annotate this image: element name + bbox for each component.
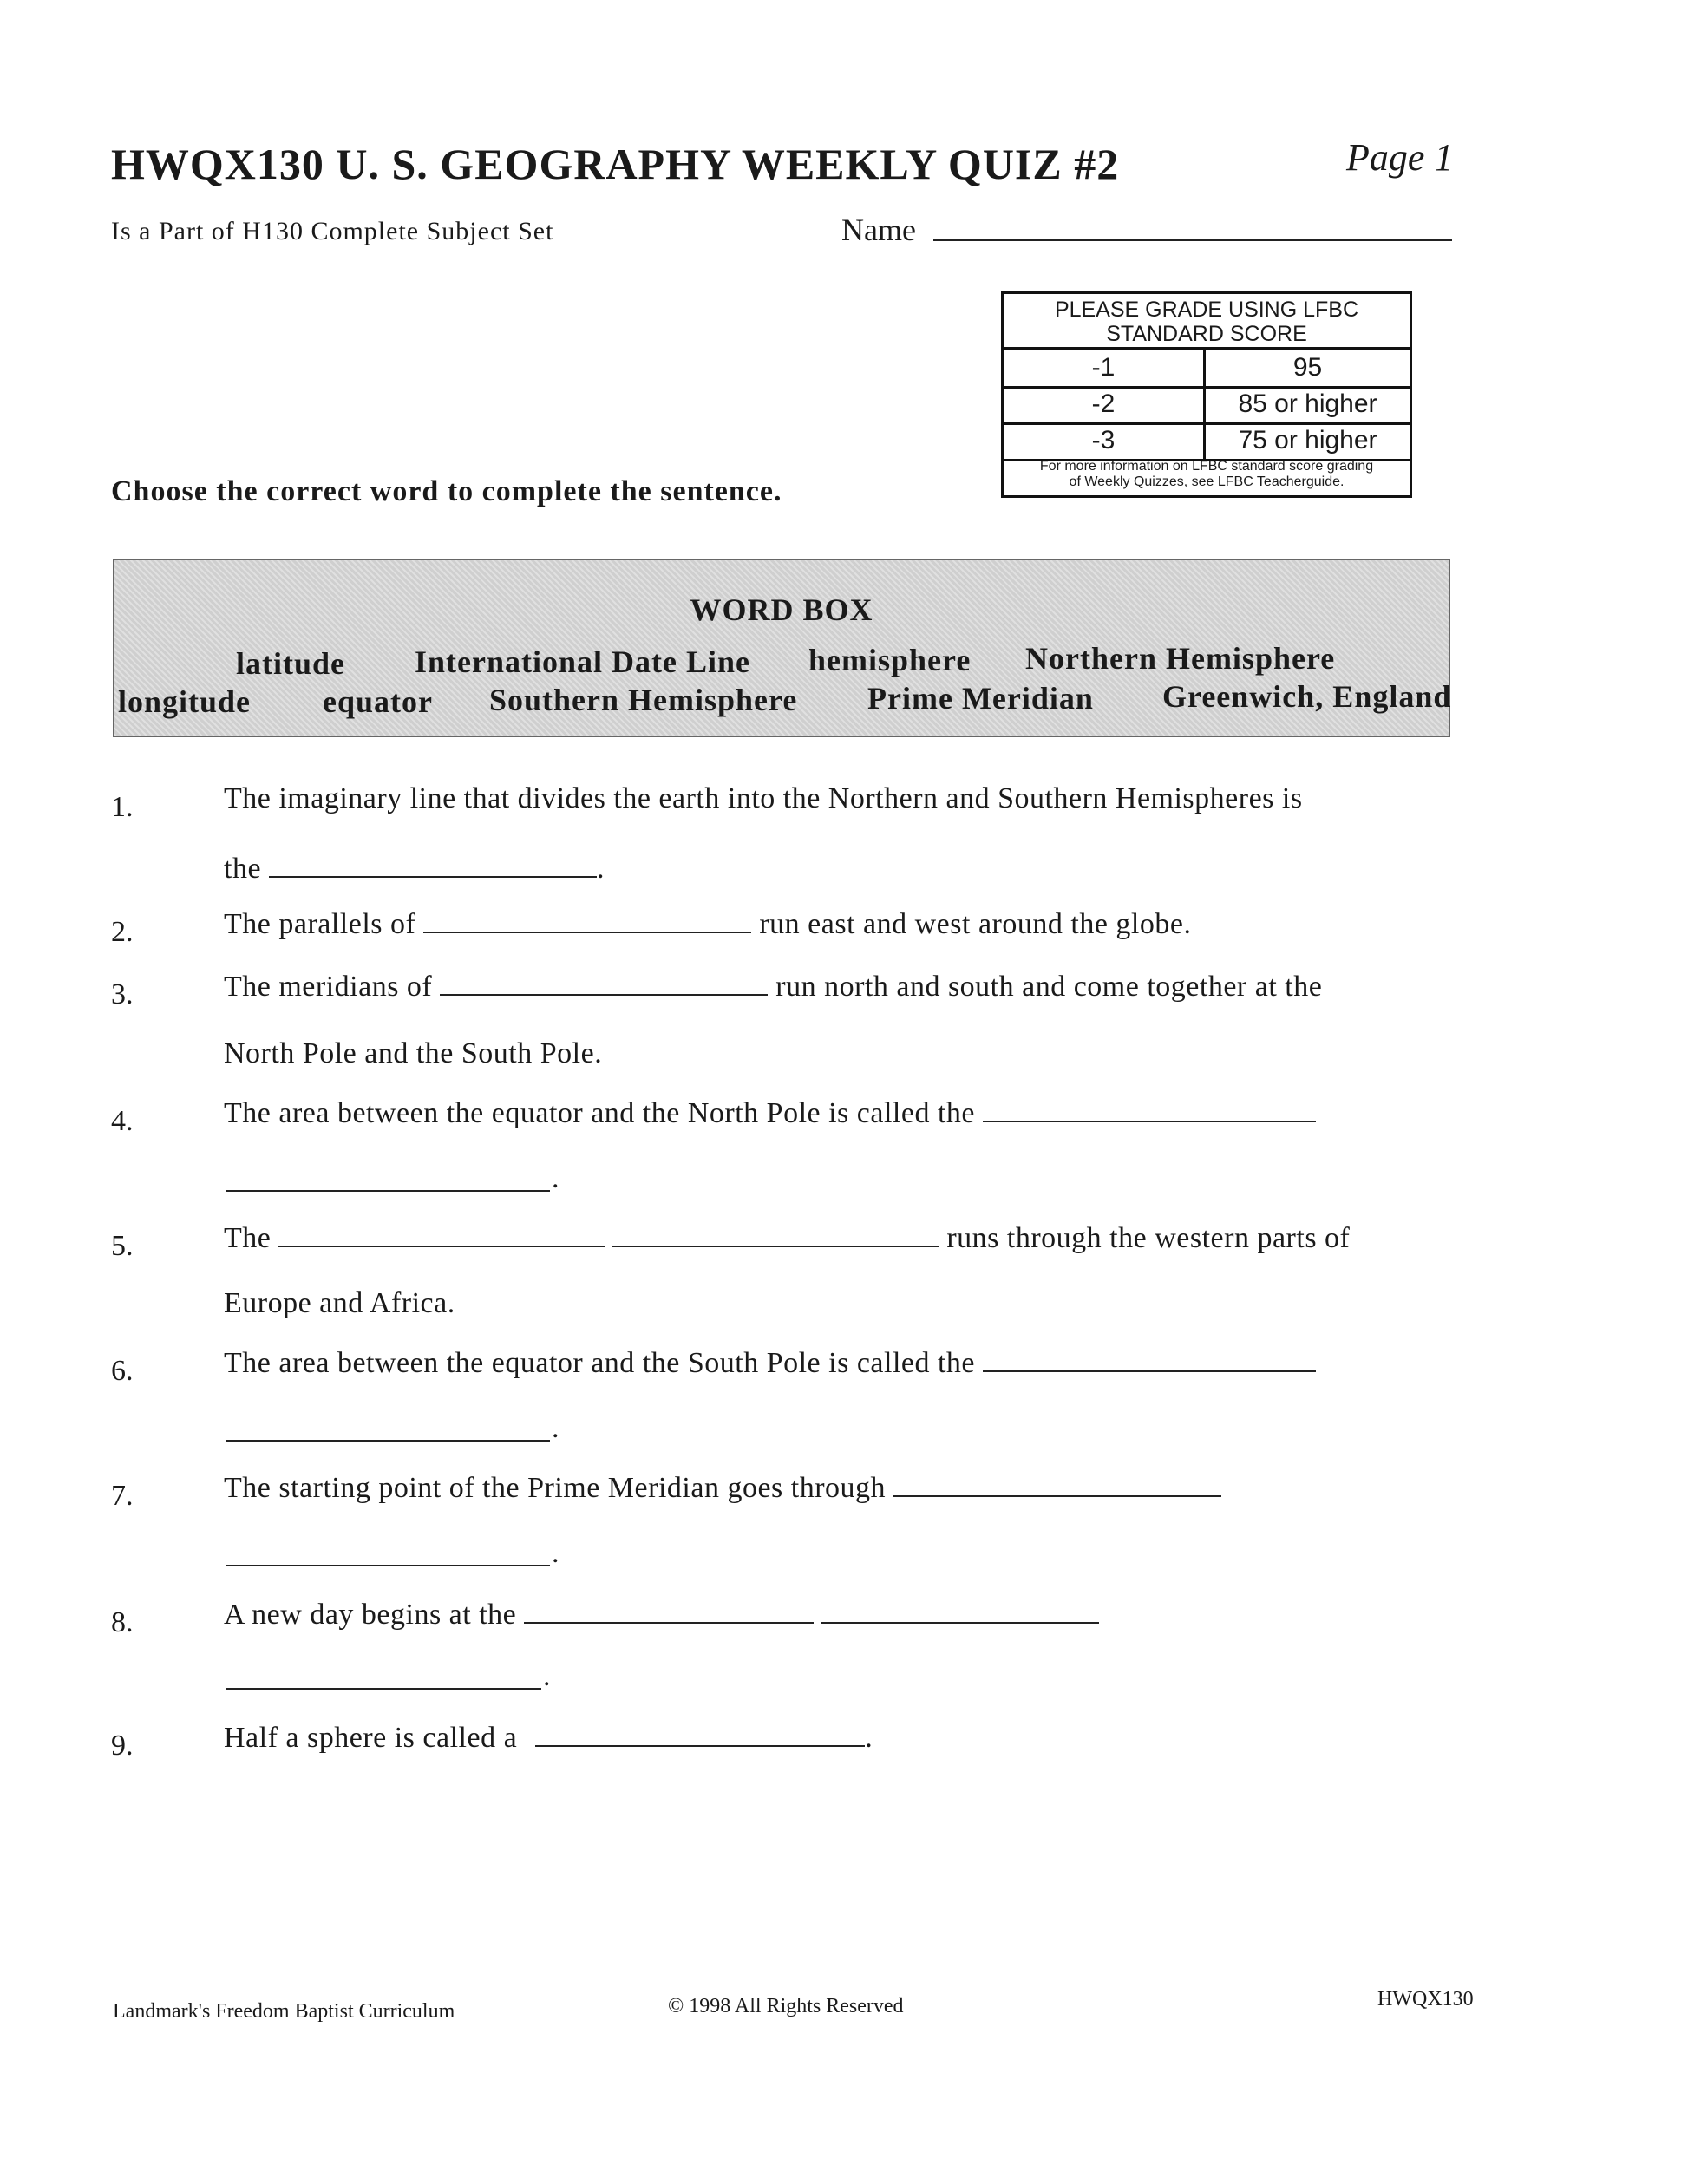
question-text-continued — [224, 852, 605, 886]
question-number: 6. — [111, 1355, 134, 1387]
question-text: the — [224, 853, 262, 885]
question-line — [224, 1221, 1350, 1255]
word-box-word: Greenwich, England — [1162, 679, 1452, 714]
word-box-word: International Date Line — [415, 644, 750, 679]
answer-blank[interactable] — [612, 1221, 939, 1247]
grading-note-line2: of Weekly Quizzes, see LFBC Teacherguide. — [1069, 474, 1345, 489]
question-number: 5. — [111, 1230, 134, 1262]
grading-table — [1001, 291, 1412, 498]
word-box-word: hemisphere — [808, 643, 972, 677]
answer-blank[interactable] — [226, 1565, 550, 1566]
answer-blank[interactable] — [423, 907, 751, 933]
grading-score: 75 or higher — [1238, 426, 1377, 454]
question-text: The parallels of — [224, 908, 416, 940]
grading-note — [1004, 459, 1410, 490]
sentence-end: . — [865, 1722, 873, 1754]
question-line — [224, 1721, 873, 1755]
grading-note-line1: For more information on LFBC standard score grading — [1039, 459, 1374, 474]
question-text: run east and west around the globe. — [759, 908, 1192, 940]
name-field[interactable] — [933, 239, 1452, 241]
answer-blank[interactable] — [278, 1221, 605, 1247]
question-number: 8. — [111, 1606, 134, 1638]
word-box-word: Prime Meridian — [867, 681, 1094, 716]
question-text: The area between the equator and the South Pole is called the — [224, 1347, 976, 1379]
footer-copyright: © 1998 All Rights Reserved — [668, 1995, 904, 2017]
word-box-title: WORD BOX — [690, 592, 873, 627]
question-number: 4. — [111, 1105, 134, 1137]
grading-heading-line1: PLEASE GRADE USING LFBC — [1054, 298, 1359, 322]
question-text: A new day begins at the — [224, 1599, 517, 1631]
question-text: runs through the western parts of — [946, 1222, 1351, 1254]
grading-row — [1004, 422, 1410, 461]
question-text: Europe and Africa. — [224, 1287, 455, 1319]
word-box-word: latitude — [236, 646, 346, 681]
grading-score: 85 or higher — [1238, 389, 1377, 418]
answer-blank[interactable] — [524, 1598, 814, 1624]
question-line — [224, 907, 1191, 941]
sentence-end: . — [552, 1537, 559, 1569]
word-box-word: equator — [323, 684, 433, 719]
grading-missed: -2 — [1004, 386, 1206, 422]
grading-row — [1004, 350, 1410, 389]
question-line — [224, 1096, 1316, 1130]
instruction: Choose the correct word to complete the sentence. — [111, 475, 782, 507]
answer-blank[interactable] — [226, 1440, 550, 1442]
word-box-word: Southern Hemisphere — [489, 683, 798, 717]
word-box-word: longitude — [118, 684, 252, 719]
question-text: Half a sphere is called a — [224, 1722, 518, 1754]
name-label: Name — [841, 213, 916, 247]
question-text: The area between the equator and the North Pole is called the — [224, 1097, 975, 1129]
answer-blank[interactable] — [821, 1598, 1099, 1624]
footer-code: HWQX130 — [1377, 1988, 1474, 2011]
question-number: 1. — [111, 791, 134, 823]
question-text: North Pole and the South Pole. — [224, 1037, 603, 1069]
answer-blank[interactable] — [535, 1721, 865, 1747]
grading-score: 95 — [1292, 353, 1323, 382]
question-number: 3. — [111, 978, 134, 1010]
grading-missed: -3 — [1004, 422, 1206, 459]
grading-heading — [1004, 294, 1410, 350]
sentence-end: . — [552, 1412, 559, 1444]
question-text: The meridians of — [224, 971, 433, 1003]
quiz-title: HWQX130 U. S. GEOGRAPHY WEEKLY QUIZ #2 — [111, 140, 1120, 188]
word-box — [113, 559, 1450, 737]
question-line — [224, 970, 1322, 1004]
answer-blank[interactable] — [440, 970, 768, 996]
grading-heading-line2: STANDARD SCORE — [1106, 322, 1307, 346]
subtitle: Is a Part of H130 Complete Subject Set — [111, 217, 554, 245]
word-box-word: Northern Hemisphere — [1025, 641, 1336, 676]
question-text: The imaginary line that divides the earth into the Northern and Southern Hemispheres is — [224, 782, 1303, 814]
question-text: run north and south and come together at the — [775, 971, 1323, 1003]
grading-row — [1004, 386, 1410, 425]
sentence-end: . — [552, 1162, 559, 1194]
question-text: The starting point of the Prime Meridian goes through — [224, 1472, 887, 1504]
question-line — [224, 1598, 1099, 1631]
question-text: The — [224, 1222, 272, 1254]
answer-blank[interactable] — [983, 1096, 1316, 1122]
answer-blank[interactable] — [226, 1688, 541, 1690]
answer-blank[interactable] — [226, 1190, 550, 1192]
question-number: 9. — [111, 1730, 134, 1762]
grading-missed: -1 — [1004, 350, 1206, 386]
sentence-end: . — [597, 853, 605, 885]
footer-publisher: Landmark's Freedom Baptist Curriculum — [113, 2000, 455, 2023]
page-number: Page 1 — [1346, 136, 1454, 179]
question-line — [224, 1471, 1221, 1505]
question-line — [224, 1346, 1316, 1380]
question-number: 2. — [111, 916, 134, 948]
answer-blank[interactable] — [983, 1346, 1316, 1372]
answer-blank[interactable] — [893, 1471, 1221, 1497]
sentence-end: . — [543, 1660, 551, 1692]
answer-blank[interactable] — [269, 852, 597, 878]
question-number: 7. — [111, 1480, 134, 1512]
